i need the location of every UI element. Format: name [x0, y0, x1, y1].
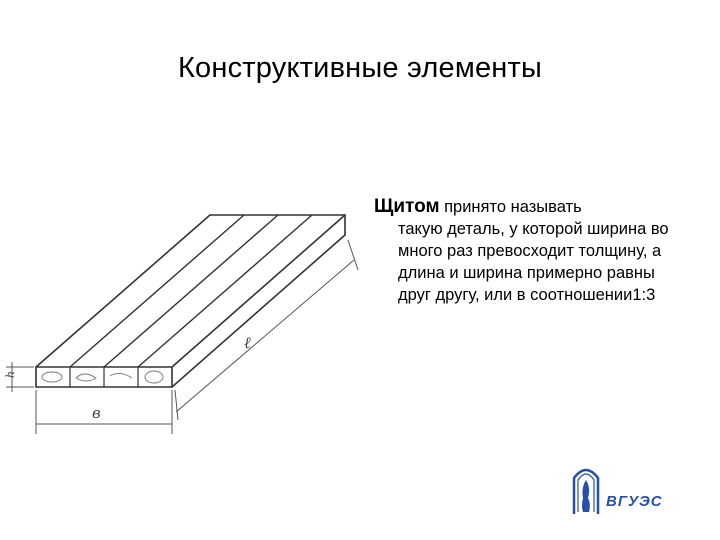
definition-text: [374, 196, 674, 306]
slide-title: Конструктивные элементы: [177, 52, 543, 84]
panel-sketch: [0, 200, 370, 440]
logo-text: ВГУЭС: [606, 493, 663, 510]
definition-rest: такую деталь, у которой ширина во много раз превосходит толщину, а длина и ширина примерно равны друг другу, или в соотношении1:3: [398, 220, 669, 304]
width-label: в: [92, 404, 101, 422]
definition-first-line: принято называть: [439, 198, 582, 216]
definition-term: Щитом: [374, 196, 440, 217]
height-label: h: [4, 370, 17, 378]
logo-emblem-icon: [574, 470, 598, 514]
length-label: ℓ: [244, 333, 251, 352]
